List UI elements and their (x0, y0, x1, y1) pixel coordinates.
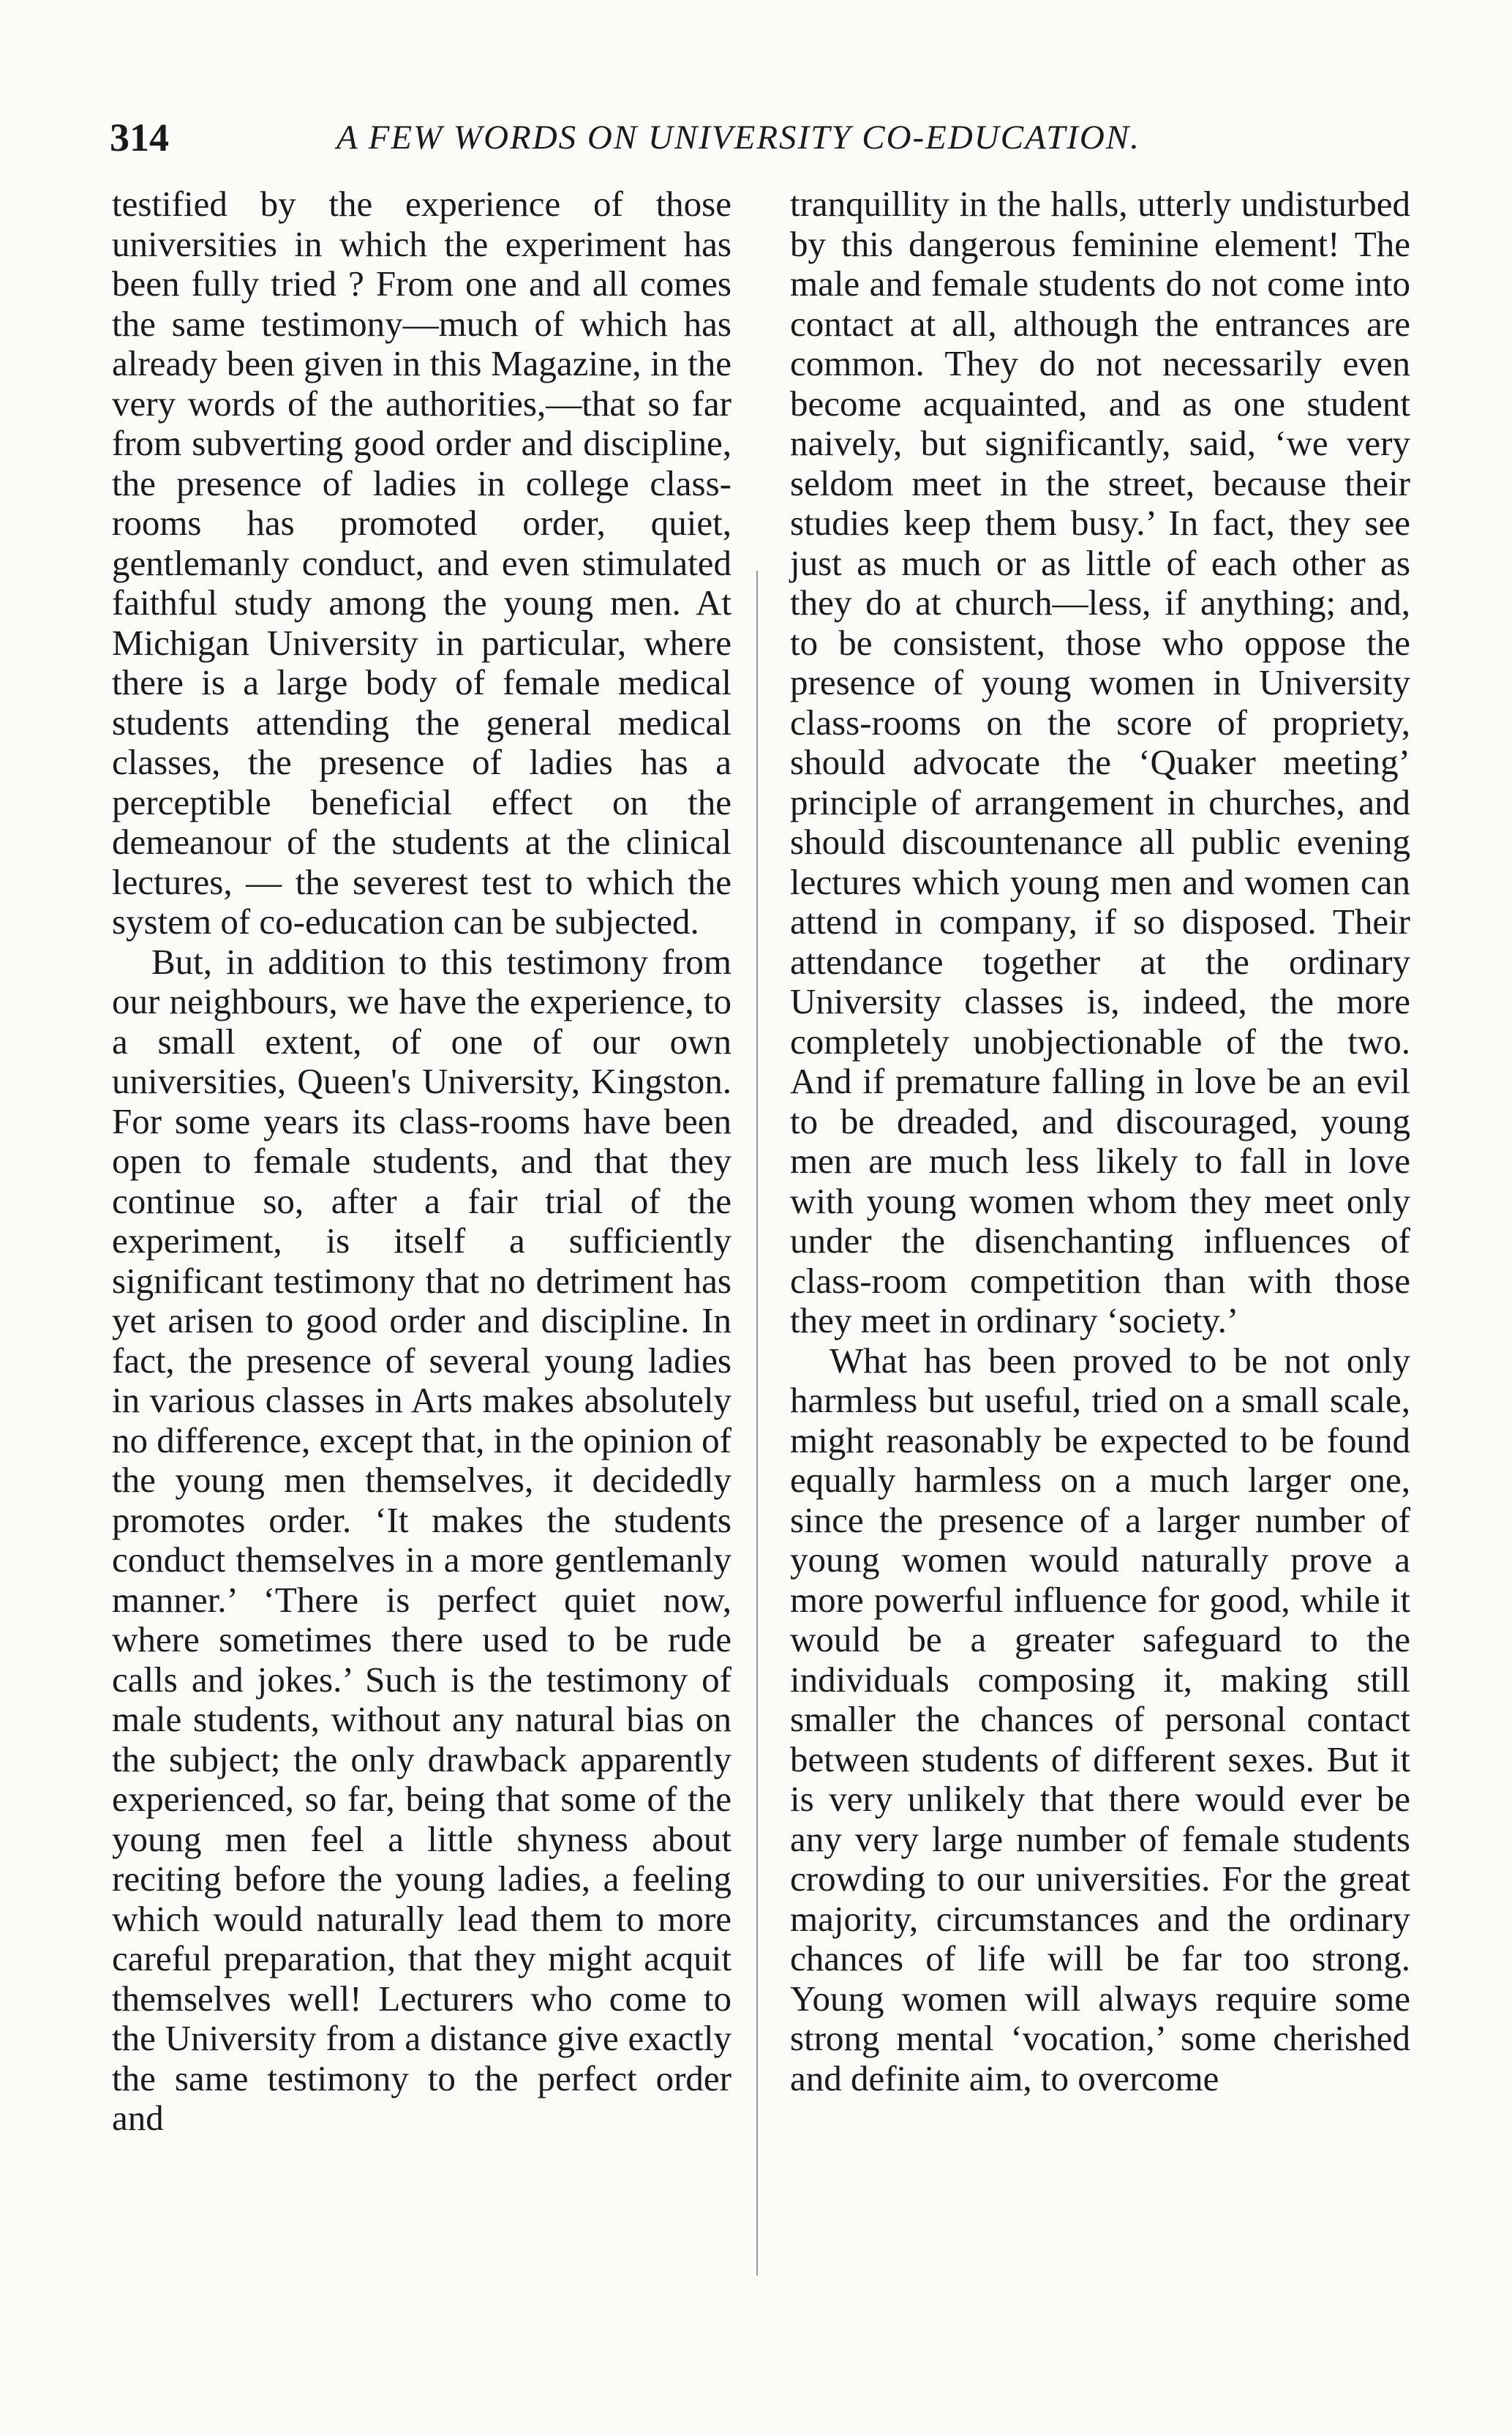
page-number: 314 (110, 116, 169, 160)
page-header (110, 108, 1404, 167)
column-divider (756, 571, 758, 2275)
right-paragraph-1: tranquillity in the halls, utterly undisturbed by this dangerous feminine element! The male and female students do not come into contact at all, although the entrances are common. They do not necessarily even become acquainted, and as one student naively, but significantly, said, ‘we very seldom meet in the street, because their studies keep them busy.’ In fact, they see just as much or as little of each other as they do at church—less, if anything; and, to be consistent, those who oppose the presence of young women in University class-rooms on the score of propriety, should advocate the ‘Quaker meeting’ principle of arrangement in churches, and should discountenance all public evening lectures which young men and women can attend in company, if so disposed. Their attendance together at the ordinary University classes is, indeed, the more completely unobjectionable of the two. And if premature falling in love be an evil to be dreaded, and discouraged, young men are much less likely to fall in love with young women whom they meet only under the disenchanting influences of class-room competition than with those they meet in ordinary ‘society.’ (790, 184, 1410, 1340)
left-paragraph-1: testified by the experience of those universities in which the experiment has been fully tried ? From one and all comes the same testimony—much of which has already been given in this Magazine, in the very words of the authorities,—that so far from subverting good order and discipline, the presence of ladies in college class-rooms has promoted order, quiet, gentlemanly conduct, and even stimulated faithful study among the young men. At Michigan University in particular, where there is a large body of female medical students attending the general medical classes, the presence of ladies has a perceptible beneficial effect on the demeanour of the students at the clinical lectures, — the severest test to which the system of co-education can be subjected. (112, 184, 731, 942)
right-paragraph-2: What has been proved to be not only harmless but useful, tried on a small scale, might reasonably be expected to be found equally harmless on a much larger one, since the presence of a larger number of young women would naturally prove a more powerful influence for good, while it would be a greater safeguard to the individuals composing it, making still smaller the chances of personal contact between students of different sexes. But it is very unlikely that there would ever be any very large number of female students crowding to our universities. For the great majority, circumstances and the ordinary chances of life will be far too strong. Young women will always require some strong mental ‘vocation,’ some cherished and definite aim, to overcome (790, 1340, 1410, 2098)
running-title: A FEW WORDS ON UNIVERSITY CO-EDUCATION. (336, 119, 1140, 157)
left-column (112, 184, 731, 2139)
right-column (790, 184, 1410, 2098)
left-paragraph-2: But, in addition to this testimony from our neighbours, we have the experience, to a small extent, of one of our own universities, Queen's University, Kingston. For some years its class-rooms have been open to female students, and that they continue so, after a fair trial of the experiment, is itself a sufficiently significant testimony that no detriment has yet arisen to good order and discipline. In fact, the presence of several young ladies in various classes in Arts makes absolutely no difference, except that, in the opinion of the young men themselves, it decidedly promotes order. ‘It makes the students conduct themselves in a more gentlemanly manner.’ ‘There is perfect quiet now, where sometimes there used to be rude calls and jokes.’ Such is the testimony of male students, without any natural bias on the subject; the only drawback apparently experienced, so far, being that some of the young men feel a little shyness about reciting before the young ladies, a feeling which would naturally lead them to more careful preparation, that they might acquit themselves well! Lecturers who come to the University from a distance give exactly the same testimony to the perfect order and (112, 941, 731, 2138)
